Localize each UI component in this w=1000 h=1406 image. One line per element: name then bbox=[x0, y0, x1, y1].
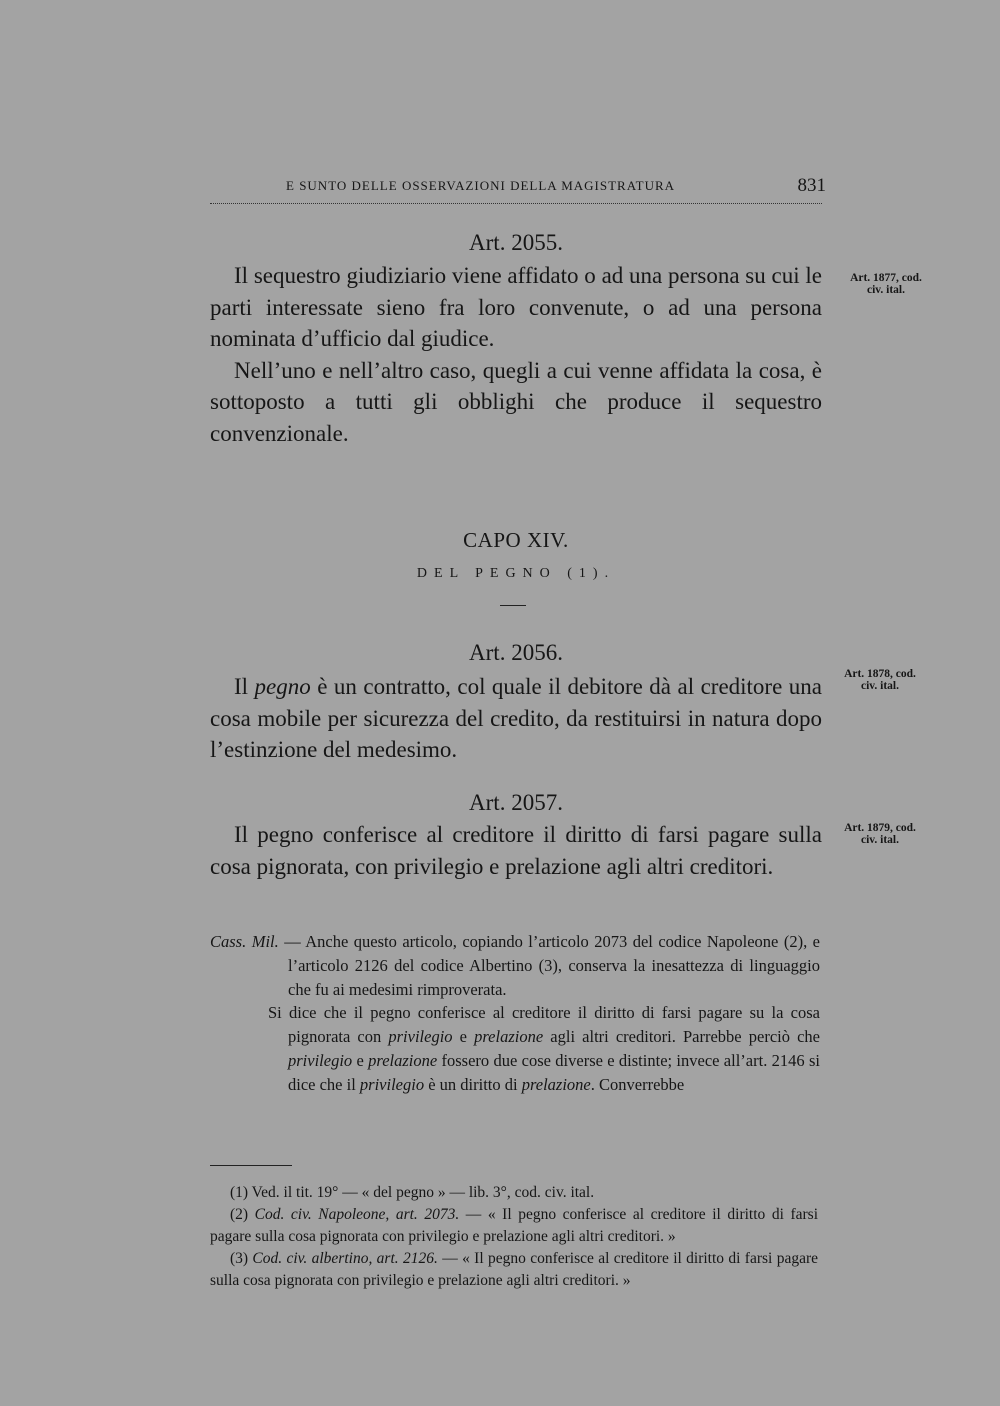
margin-note-line: civ. ital. bbox=[866, 284, 905, 296]
chapter-rule bbox=[500, 605, 526, 606]
observation-text: e bbox=[352, 1050, 369, 1070]
header-rule bbox=[210, 203, 822, 204]
art-2057-title: Art. 2057. bbox=[469, 790, 563, 815]
observation-text: Si dice che il pegno conferisce al creditore il diritto di farsi pagare su la cosa pignorata con bbox=[268, 1003, 820, 1047]
art-2057-body: Il pegno conferisce al creditore il diritto di farsi pagare sulla cosa pignorata, con privilegio e prelazione agli altri creditori. bbox=[210, 822, 822, 879]
footnote-3 bbox=[210, 1248, 818, 1292]
margin-note-line: civ. ital. bbox=[860, 680, 899, 692]
margin-note-line: Art. 1878, cod. bbox=[844, 668, 916, 680]
page-number: 831 bbox=[797, 175, 826, 196]
margin-note-line: Art. 1879, cod. bbox=[844, 822, 916, 834]
observation-text: è un diritto di bbox=[424, 1074, 522, 1094]
art-2055-title: Art. 2055. bbox=[469, 230, 563, 255]
observation-text: — Anche questo articolo, copiando l’articolo 2073 del codice Napoleone (2), e l’articolo 2126 del codice Albertino (3), conserva la inesattezza di linguaggio che fu ai medesimi rimproverata. bbox=[278, 932, 820, 999]
footnote-1: (1) Ved. il tit. 19° — « del pegno » — lib. 3°, cod. civ. ital. bbox=[230, 1184, 595, 1201]
art-2055-body bbox=[210, 260, 822, 449]
art-2056-italic-term: pegno bbox=[254, 674, 311, 699]
chapter-subtitle: DEL PEGNO (1). bbox=[416, 566, 616, 581]
art-2056-body bbox=[210, 671, 822, 766]
art-2056-margin-note bbox=[820, 668, 940, 692]
observation-italic: prelazione bbox=[368, 1050, 438, 1070]
footnote-citation: Cod. civ. albertino, art. 2126. bbox=[252, 1250, 438, 1267]
footnote-text: — « Il pegno conferisce al creditore il diritto di farsi pagare sulla cosa pignorata con privilegio e prelazione agli altri creditori. » bbox=[210, 1206, 819, 1245]
art-2057-margin-note bbox=[820, 822, 940, 846]
footnote-number: (3) bbox=[230, 1250, 253, 1267]
footnote-2 bbox=[210, 1204, 818, 1248]
art-2055-margin-note bbox=[826, 272, 946, 296]
art-2056-text: è un contratto, col quale il debitore dà al creditore una cosa mobile per sicurezza del credito, da restituirsi in natura dopo l’estinzione del medesimo. bbox=[210, 674, 822, 762]
footnotes bbox=[210, 1182, 818, 1292]
footnote-text: — « Il pegno conferisce al creditore il diritto di farsi pagare sulla cosa pignorata con privilegio e prelazione agli altri creditori. » bbox=[210, 1250, 818, 1289]
observation-italic: privilegio bbox=[288, 1050, 353, 1070]
footnote-citation: Cod. civ. Napoleone, art. 2073. bbox=[254, 1206, 460, 1223]
running-title: E SUNTO DELLE OSSERVAZIONI DELLA MAGISTRATURA bbox=[286, 178, 676, 193]
art-2055-paragraph-1: Il sequestro giudiziario viene affidato o ad una persona su cui le parti interessate sieno fra loro convenute, o ad una persona nominata d’ufficio dal giudice. bbox=[210, 263, 822, 351]
observation-italic: prelazione bbox=[521, 1074, 591, 1094]
observation-paragraph-2 bbox=[268, 1001, 820, 1096]
observation-text: e bbox=[452, 1027, 475, 1047]
observation-italic: prelazione bbox=[474, 1027, 544, 1047]
art-2056-title: Art. 2056. bbox=[469, 640, 563, 665]
observation-text: agli altri creditori. Parrebbe perciò che bbox=[543, 1027, 820, 1047]
observation-italic: privilegio bbox=[359, 1074, 425, 1094]
running-head bbox=[286, 175, 826, 196]
observation-paragraph-1 bbox=[210, 930, 820, 1001]
art-2056-text: Il bbox=[234, 674, 255, 699]
observation-italic: privilegio bbox=[388, 1027, 453, 1047]
observation-source: Cass. Mil. bbox=[210, 932, 279, 951]
observation-block bbox=[210, 930, 820, 1097]
margin-note-line: civ. ital. bbox=[860, 834, 899, 846]
chapter-title: CAPO XIV. bbox=[463, 528, 569, 552]
observation-text: fossero due cose diverse e distinte; invece all’art. 2146 si dice che il bbox=[288, 1050, 820, 1094]
footnote-rule bbox=[210, 1165, 292, 1166]
margin-note-line: Art. 1877, cod. bbox=[850, 272, 922, 284]
footnote-number: (2) bbox=[230, 1206, 255, 1223]
observation-text: . Converrebbe bbox=[590, 1074, 685, 1094]
art-2055-paragraph-2: Nell’uno e nell’altro caso, quegli a cui venne affidata la cosa, è sottoposto a tutti gli obblighi che produce il sequestro convenzionale. bbox=[210, 357, 822, 446]
